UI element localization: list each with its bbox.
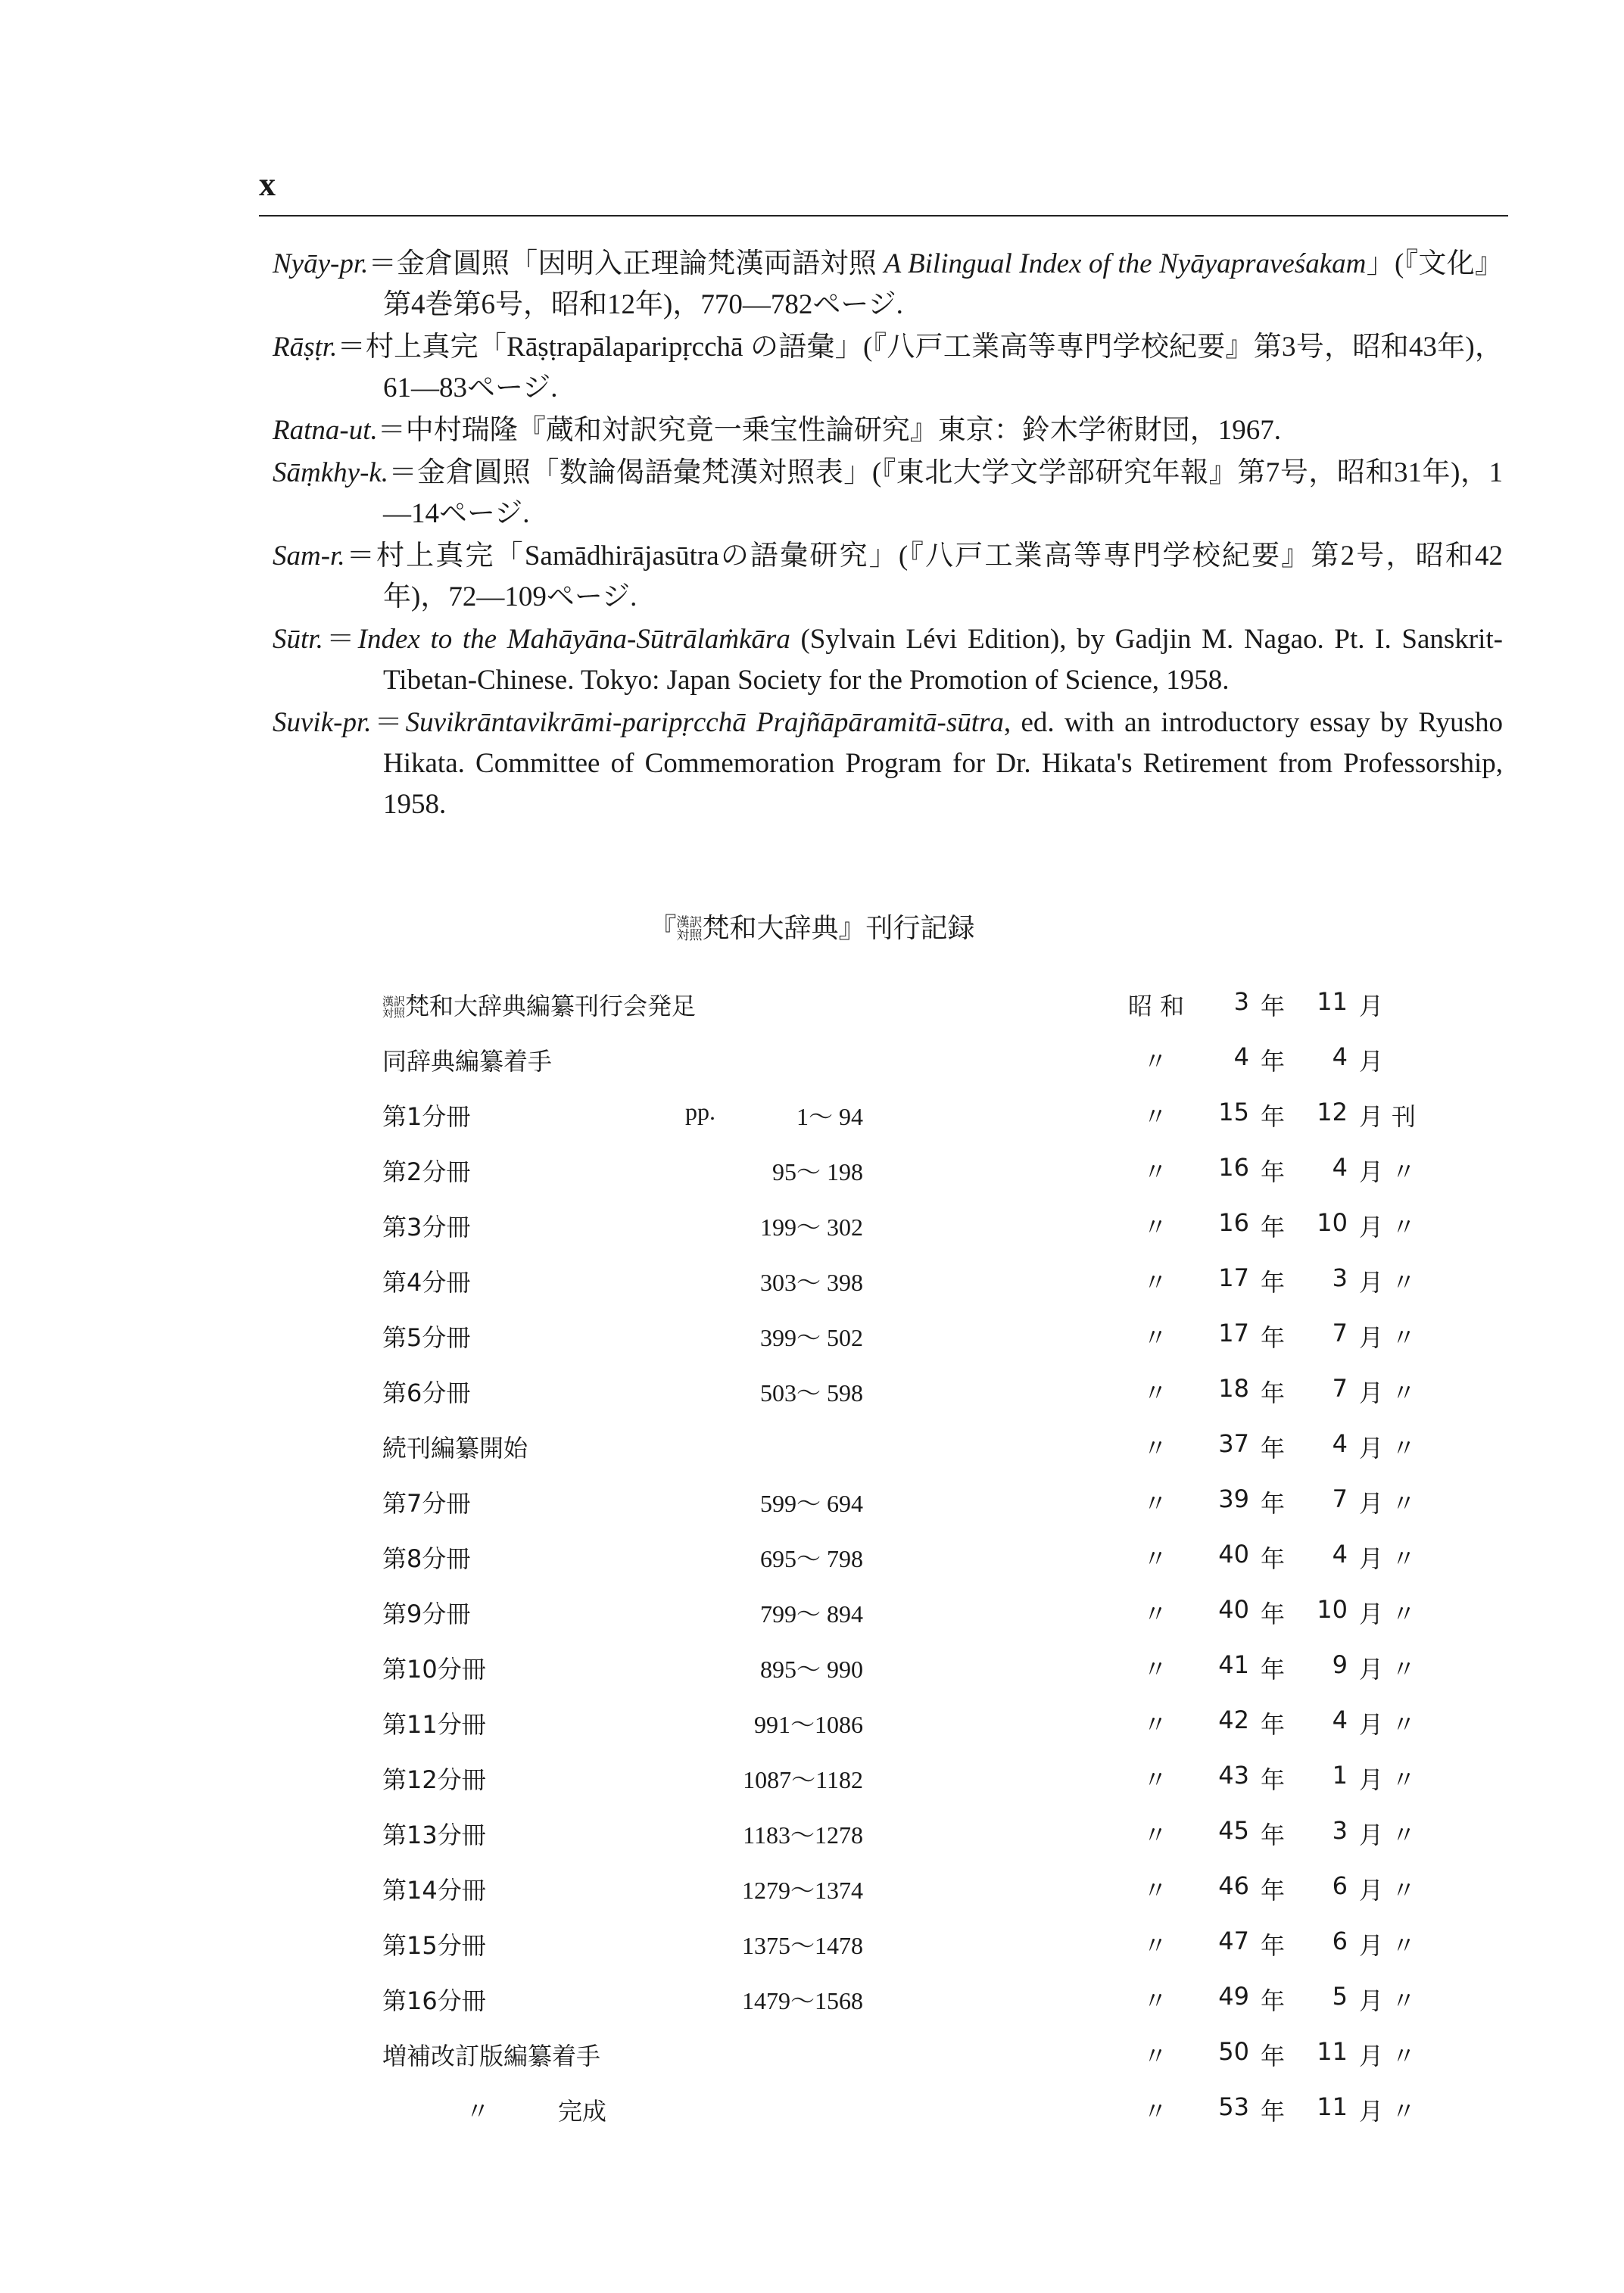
reference-text: ＝ (371, 707, 406, 738)
page-range: 599〜 694 (759, 1490, 863, 1517)
page-range: 1〜 94 (796, 1103, 863, 1130)
page-range: 303〜 398 (759, 1269, 863, 1296)
page-range: 1087〜1182 (743, 1766, 863, 1793)
record-row (0, 2030, 1624, 2075)
record-note: 〃 (1392, 1323, 1417, 1352)
month-unit: 月 (1359, 1102, 1384, 1131)
era-mark: 〃 (1143, 1102, 1168, 1131)
year-unit: 年 (1261, 1323, 1286, 1352)
record-row (0, 1532, 1624, 1578)
record-label: 第4分冊 (382, 1268, 471, 1297)
era-mark: 〃 (1143, 1986, 1168, 2015)
record-note: 〃 (1392, 2097, 1417, 2126)
record-note: 〃 (1392, 1268, 1417, 1297)
reference-entry (273, 703, 1503, 825)
era-mark: 〃 (1143, 1655, 1168, 1684)
month-unit: 月 (1359, 1655, 1384, 1684)
record-year: 49 (1218, 1982, 1249, 2011)
record-note: 〃 (1392, 1655, 1417, 1684)
record-year: 39 (1218, 1485, 1249, 1513)
era-mark: 〃 (1143, 1213, 1168, 1242)
year-unit: 年 (1261, 1986, 1286, 2015)
title-open-bracket: 『 (649, 913, 677, 944)
record-note: 〃 (1392, 1876, 1417, 1905)
record-label: 第2分冊 (382, 1157, 471, 1186)
record-month: 4 (1332, 1153, 1348, 1182)
year-unit: 年 (1261, 1157, 1286, 1186)
record-month: 10 (1317, 1208, 1348, 1237)
record-year: 45 (1218, 1816, 1249, 1845)
record-month: 3 (1332, 1816, 1348, 1845)
record-label: 第12分冊 (382, 1765, 486, 1794)
record-year: 41 (1218, 1650, 1249, 1679)
page-range: 895〜 990 (759, 1656, 863, 1683)
record-note: 刊 (1392, 1102, 1417, 1131)
reference-abbreviation: Nyāy-pr. (273, 248, 369, 279)
year-unit: 年 (1261, 1102, 1286, 1131)
year-unit: 年 (1261, 1765, 1286, 1794)
reference-entry (273, 410, 1503, 451)
era-mark: 〃 (1143, 1323, 1168, 1352)
record-note: 〃 (1392, 1821, 1417, 1849)
reference-text: ＝金倉圓照「因明入正理論梵漢両語対照 (368, 248, 884, 279)
year-unit: 年 (1261, 1655, 1286, 1684)
record-row (0, 1090, 1624, 1136)
page-range: 399〜 502 (759, 1324, 863, 1351)
reference-abbreviation: Suvik-pr. (273, 707, 372, 738)
reference-text: ＝金倉圓照「数論偈語彙梵漢対照表」(『東北大学文学部研究年報』第7号，昭和31年)，1—14ページ. (383, 457, 1503, 529)
record-month: 7 (1332, 1319, 1348, 1347)
record-month: 12 (1317, 1098, 1348, 1126)
record-label: 同辞典編纂着手 (382, 1047, 553, 1076)
record-month: 4 (1332, 1429, 1348, 1458)
publication-record-title (0, 907, 1624, 946)
record-row (0, 1201, 1624, 1246)
year-unit: 年 (1261, 1213, 1286, 1242)
month-unit: 月 (1359, 2097, 1384, 2126)
title-small-line-1: 漢訳 (676, 915, 703, 930)
record-note: 〃 (1392, 1986, 1417, 2015)
record-month: 4 (1332, 1042, 1348, 1071)
record-note: 〃 (1392, 1765, 1417, 1794)
title-small-line-2: 対照 (676, 928, 703, 943)
reference-title-italic: A Bilingual Index of the Nyāyapraveśakam (884, 248, 1367, 279)
record-month: 11 (1317, 2037, 1348, 2066)
page-range: 1183〜1278 (743, 1821, 863, 1849)
record-year: 53 (1218, 2092, 1249, 2121)
reference-text: ＝村上真完「Rāṣṭrapālaparipṛcchā の語彙」(『八戸工業高等専門学校紀要』第3号，昭和43年)，61—83ページ. (337, 332, 1503, 403)
month-unit: 月 (1359, 1489, 1384, 1518)
reference-entry (273, 244, 1503, 326)
record-month: 10 (1317, 1595, 1348, 1624)
page-range: 95〜 198 (771, 1158, 863, 1185)
record-year: 17 (1218, 1319, 1249, 1347)
year-unit: 年 (1261, 992, 1286, 1020)
record-row (0, 1974, 1624, 2020)
record-note: 〃 (1392, 1710, 1417, 1739)
year-unit: 年 (1261, 2097, 1286, 2126)
month-unit: 月 (1359, 1986, 1384, 2015)
reference-text: ＝村上真完「Samādhirājasūtraの語彙研究」(『八戸工業高等専門学校紀要』第2号，昭和42年)，72—109ページ. (344, 541, 1503, 612)
record-label: 第13分冊 (382, 1821, 486, 1849)
record-note: 〃 (1392, 1931, 1417, 1960)
reference-abbreviation: Ratna-ut. (273, 415, 378, 446)
record-row (0, 1587, 1624, 1633)
year-unit: 年 (1261, 1379, 1286, 1407)
month-unit: 月 (1359, 1323, 1384, 1352)
record-year: 16 (1218, 1208, 1249, 1237)
record-note: 〃 (1392, 1434, 1417, 1463)
record-row (0, 1753, 1624, 1799)
reference-abbreviation: Sāṃkhy-k. (273, 457, 389, 488)
month-unit: 月 (1359, 1931, 1384, 1960)
record-year: 16 (1218, 1153, 1249, 1182)
record-note: 〃 (1392, 1213, 1417, 1242)
record-row (0, 1698, 1624, 1743)
era-mark: 〃 (1143, 1600, 1168, 1628)
reference-entry (273, 536, 1503, 618)
record-label: 第16分冊 (382, 1986, 486, 2015)
record-label: 第5分冊 (382, 1323, 471, 1352)
record-year: 37 (1218, 1429, 1249, 1458)
era-mark: 〃 (1143, 1765, 1168, 1794)
month-unit: 月 (1359, 992, 1384, 1020)
reference-title-italic: Index to the Mahāyāna-Sūtrālaṁkāra (357, 624, 790, 655)
era-mark: 〃 (1143, 1931, 1168, 1960)
page-range: 1479〜1568 (741, 1987, 863, 2014)
era-mark: 〃 (1143, 1047, 1168, 1076)
reference-text: ＝中村瑞隆『蔵和対訳究竟一乗宝性論研究』東京：鈴木学術財団，1967. (377, 415, 1281, 446)
month-unit: 月 (1359, 1765, 1384, 1794)
era-mark: 〃 (1143, 1876, 1168, 1905)
page-range: 695〜 798 (759, 1545, 863, 1572)
reference-abbreviation: Sam-r. (273, 541, 345, 572)
reference-entry (273, 453, 1503, 534)
record-label: 漢訳 対照梵和大辞典編纂刊行会発足 (382, 992, 697, 1020)
record-label: 増補改訂版編纂着手 (382, 2042, 601, 2070)
pp-label: pp. (685, 1098, 715, 1125)
year-unit: 年 (1261, 1434, 1286, 1463)
record-row (0, 2085, 1624, 2130)
record-note: 〃 (1392, 1489, 1417, 1518)
era-mark: 昭 和 (1128, 992, 1185, 1020)
record-label: 続刊編纂開始 (382, 1434, 528, 1463)
month-unit: 月 (1359, 1213, 1384, 1242)
record-year: 40 (1218, 1540, 1249, 1569)
record-year: 47 (1218, 1927, 1249, 1955)
record-label: 第1分冊 (382, 1102, 471, 1131)
record-year: 15 (1218, 1098, 1249, 1126)
record-note: 〃 (1392, 2042, 1417, 2070)
record-month: 4 (1332, 1540, 1348, 1569)
month-unit: 月 (1359, 1876, 1384, 1905)
record-label: 第11分冊 (382, 1710, 486, 1739)
label-small-prefix: 漢訳 対照 (382, 995, 406, 1020)
reference-abbreviation: Rāṣṭr. (273, 332, 338, 363)
record-month: 6 (1332, 1927, 1348, 1955)
record-row (0, 1643, 1624, 1688)
year-unit: 年 (1261, 1931, 1286, 1960)
page-range: 503〜 598 (759, 1379, 863, 1407)
title-main: 梵和大辞典』刊行記録 (702, 913, 975, 944)
record-row (0, 1809, 1624, 1854)
record-label: 第6分冊 (382, 1379, 471, 1407)
reference-text: ＝ (323, 624, 358, 655)
year-unit: 年 (1261, 1600, 1286, 1628)
page-range: 1375〜1478 (741, 1932, 863, 1959)
era-mark: 〃 (1143, 1544, 1168, 1573)
month-unit: 月 (1359, 1434, 1384, 1463)
record-note: 〃 (1392, 1600, 1417, 1628)
year-unit: 年 (1261, 1821, 1286, 1849)
header-rule (259, 215, 1508, 217)
month-unit: 月 (1359, 2042, 1384, 2070)
record-row (0, 1919, 1624, 1964)
record-month: 11 (1317, 2092, 1348, 2121)
record-row (0, 1311, 1624, 1357)
record-label: 第7分冊 (382, 1489, 471, 1518)
page-range: 991〜1086 (753, 1711, 863, 1738)
label-ditto-mark: 〃 (466, 2097, 491, 2126)
month-unit: 月 (1359, 1710, 1384, 1739)
record-month: 5 (1332, 1982, 1348, 2011)
year-unit: 年 (1261, 1047, 1286, 1076)
era-mark: 〃 (1143, 1268, 1168, 1297)
abbreviation-list (273, 244, 1503, 827)
year-unit: 年 (1261, 1710, 1286, 1739)
record-row (0, 1366, 1624, 1412)
reference-entry (273, 619, 1503, 701)
record-month: 11 (1317, 987, 1348, 1016)
record-label: 第10分冊 (382, 1655, 486, 1684)
reference-title-italic: Suvikrāntavikrāmi-paripṛcchā Prajñāpāramitā-sūtra (405, 707, 1004, 738)
record-row (0, 1145, 1624, 1191)
page-range: 1279〜1374 (741, 1877, 863, 1904)
era-mark: 〃 (1143, 1434, 1168, 1463)
record-row (0, 980, 1624, 1025)
era-mark: 〃 (1143, 2042, 1168, 2070)
month-unit: 月 (1359, 1600, 1384, 1628)
record-row (0, 1864, 1624, 1909)
record-month: 7 (1332, 1374, 1348, 1403)
month-unit: 月 (1359, 1544, 1384, 1573)
record-month: 9 (1332, 1650, 1348, 1679)
record-month: 3 (1332, 1263, 1348, 1292)
record-year: 3 (1233, 987, 1249, 1016)
year-unit: 年 (1261, 1489, 1286, 1518)
year-unit: 年 (1261, 1876, 1286, 1905)
record-month: 1 (1332, 1761, 1348, 1790)
reference-entry (273, 327, 1503, 409)
era-mark: 〃 (1143, 1157, 1168, 1186)
record-row (0, 1422, 1624, 1467)
era-mark: 〃 (1143, 1710, 1168, 1739)
page-range: 799〜 894 (759, 1600, 863, 1628)
record-note: 〃 (1392, 1157, 1417, 1186)
month-unit: 月 (1359, 1379, 1384, 1407)
page-range: 199〜 302 (759, 1213, 863, 1241)
month-unit: 月 (1359, 1268, 1384, 1297)
year-unit: 年 (1261, 2042, 1286, 2070)
reference-text: , ed. with an introductory essay by Ryusho Hikata. Committee of Commemoration Program for Dr. Hikata's Retirement from Professorship, 1958. (383, 707, 1503, 820)
reference-text: (Sylvain Lévi Edition), by Gadjin M. Nagao. Pt. I. Sanskrit-Tibetan-Chinese. Tokyo: Japan Society for the Promotion of Science, 1958. (383, 624, 1504, 696)
reference-abbreviation: Sūtr. (273, 624, 323, 655)
record-row (0, 1256, 1624, 1301)
month-unit: 月 (1359, 1157, 1384, 1186)
record-year: 50 (1218, 2037, 1249, 2066)
era-mark: 〃 (1143, 1379, 1168, 1407)
record-row (0, 1477, 1624, 1522)
record-month: 6 (1332, 1871, 1348, 1900)
month-unit: 月 (1359, 1821, 1384, 1849)
record-year: 4 (1233, 1042, 1249, 1071)
record-label: 〃 完成 (466, 2097, 607, 2126)
record-year: 17 (1218, 1263, 1249, 1292)
record-note: 〃 (1392, 1544, 1417, 1573)
page-number: x (259, 166, 276, 203)
era-mark: 〃 (1143, 2097, 1168, 2126)
reference-text: 」(『文化』第4巻第6号，昭和12年)，770—782ページ. (383, 248, 1503, 320)
record-year: 40 (1218, 1595, 1249, 1624)
record-note: 〃 (1392, 1379, 1417, 1407)
record-month: 7 (1332, 1485, 1348, 1513)
year-unit: 年 (1261, 1544, 1286, 1573)
record-label: 第9分冊 (382, 1600, 471, 1628)
record-year: 42 (1218, 1706, 1249, 1734)
title-small-label (677, 917, 703, 942)
record-year: 46 (1218, 1871, 1249, 1900)
record-label: 第14分冊 (382, 1876, 486, 1905)
record-label: 第3分冊 (382, 1213, 471, 1242)
record-label: 第15分冊 (382, 1931, 486, 1960)
record-label: 第8分冊 (382, 1544, 471, 1573)
era-mark: 〃 (1143, 1821, 1168, 1849)
year-unit: 年 (1261, 1268, 1286, 1297)
record-year: 43 (1218, 1761, 1249, 1790)
record-year: 18 (1218, 1374, 1249, 1403)
record-month: 4 (1332, 1706, 1348, 1734)
record-row (0, 1035, 1624, 1080)
era-mark: 〃 (1143, 1489, 1168, 1518)
month-unit: 月 (1359, 1047, 1384, 1076)
